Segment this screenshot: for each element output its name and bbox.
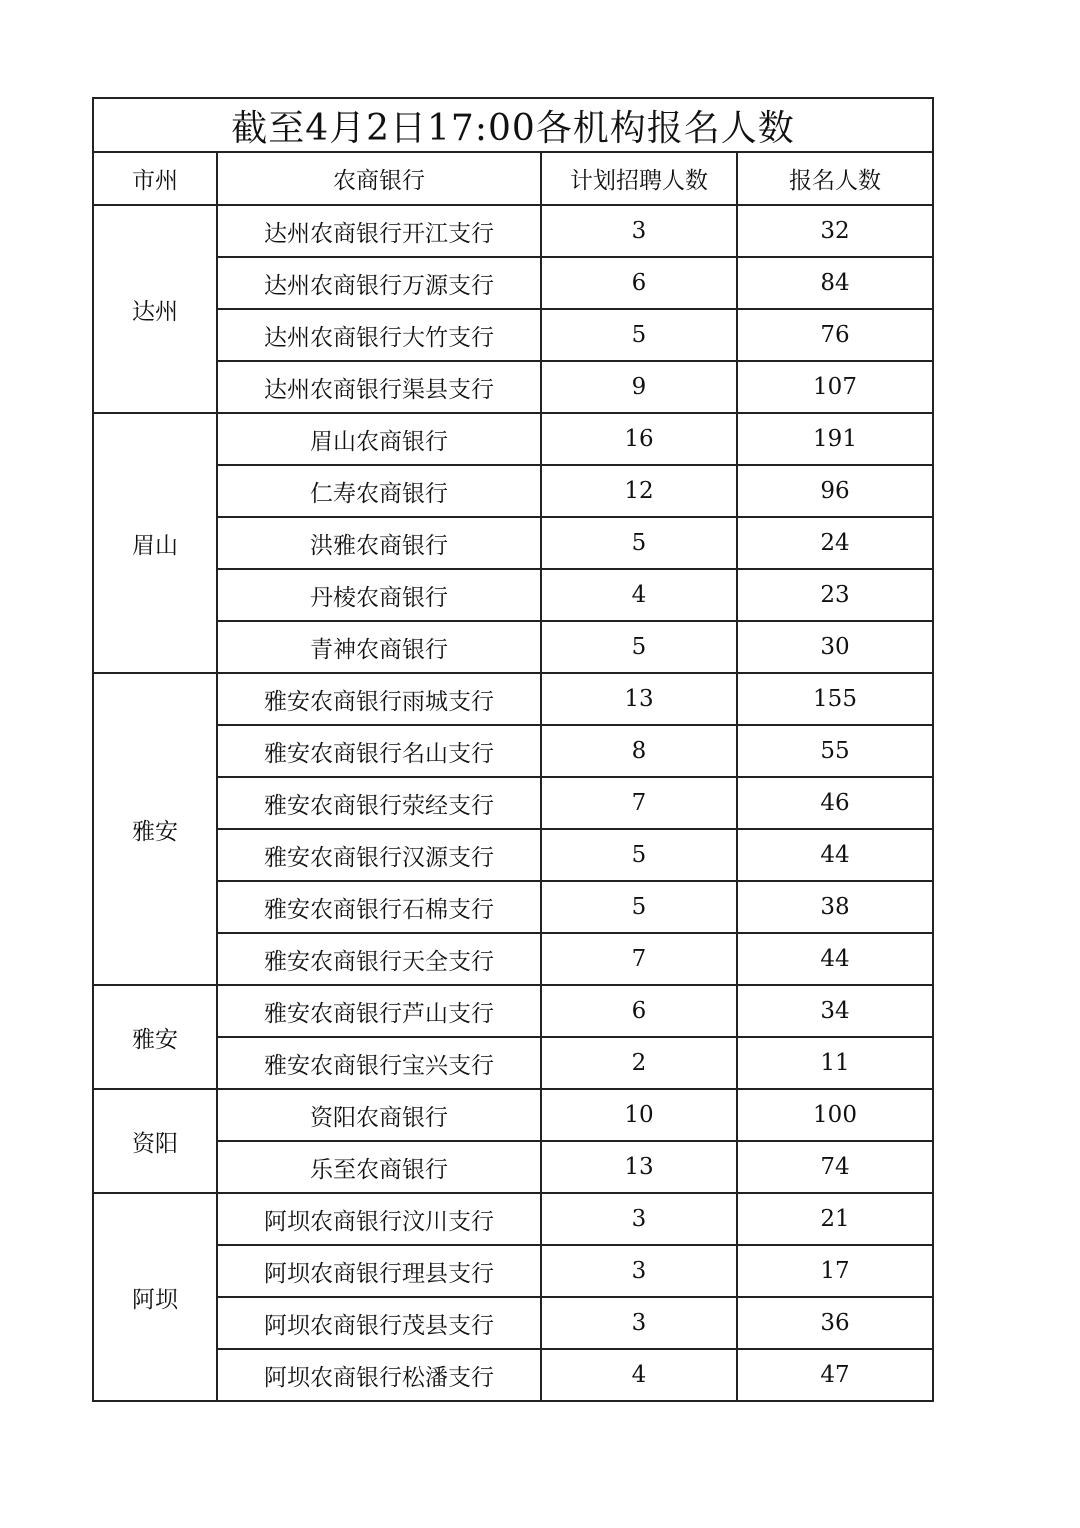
bank-name-cell: 阿坝农商银行理县支行 xyxy=(217,1245,541,1297)
table-row xyxy=(93,829,933,881)
applicant-count-cell: 34 xyxy=(737,985,933,1037)
applicant-count-cell: 96 xyxy=(737,465,933,517)
bank-name-cell: 雅安农商银行名山支行 xyxy=(217,725,541,777)
applicant-count-cell: 100 xyxy=(737,1089,933,1141)
city-cell: 雅安 xyxy=(93,673,217,985)
applicant-count-cell: 44 xyxy=(737,933,933,985)
header-planned: 计划招聘人数 xyxy=(541,152,737,205)
table-row xyxy=(93,1349,933,1401)
planned-count-cell: 6 xyxy=(541,985,737,1037)
applicant-count-cell: 30 xyxy=(737,621,933,673)
planned-count-cell: 16 xyxy=(541,413,737,465)
planned-count-cell: 5 xyxy=(541,621,737,673)
planned-count-cell: 3 xyxy=(541,205,737,257)
planned-count-cell: 3 xyxy=(541,1245,737,1297)
bank-name-cell: 丹棱农商银行 xyxy=(217,569,541,621)
applicant-count-cell: 23 xyxy=(737,569,933,621)
bank-name-cell: 洪雅农商银行 xyxy=(217,517,541,569)
applicant-count-cell: 38 xyxy=(737,881,933,933)
applicant-count-cell: 47 xyxy=(737,1349,933,1401)
bank-name-cell: 雅安农商银行石棉支行 xyxy=(217,881,541,933)
planned-count-cell: 5 xyxy=(541,517,737,569)
applicant-count-cell: 21 xyxy=(737,1193,933,1245)
table-row xyxy=(93,1193,933,1245)
title-row xyxy=(93,98,933,152)
applicant-count-cell: 17 xyxy=(737,1245,933,1297)
bank-name-cell: 仁寿农商银行 xyxy=(217,465,541,517)
applicant-count-cell: 46 xyxy=(737,777,933,829)
applicant-count-cell: 36 xyxy=(737,1297,933,1349)
table-row xyxy=(93,621,933,673)
table-row xyxy=(93,1245,933,1297)
planned-count-cell: 3 xyxy=(541,1297,737,1349)
planned-count-cell: 6 xyxy=(541,257,737,309)
bank-name-cell: 阿坝农商银行茂县支行 xyxy=(217,1297,541,1349)
table-row xyxy=(93,465,933,517)
table-row xyxy=(93,413,933,465)
planned-count-cell: 3 xyxy=(541,1193,737,1245)
applicant-count-cell: 55 xyxy=(737,725,933,777)
applicant-count-cell: 191 xyxy=(737,413,933,465)
table-row xyxy=(93,985,933,1037)
header-row xyxy=(93,152,933,205)
planned-count-cell: 4 xyxy=(541,1349,737,1401)
bank-name-cell: 资阳农商银行 xyxy=(217,1089,541,1141)
planned-count-cell: 10 xyxy=(541,1089,737,1141)
applicant-count-cell: 84 xyxy=(737,257,933,309)
table-row xyxy=(93,569,933,621)
table-row xyxy=(93,205,933,257)
bank-name-cell: 青神农商银行 xyxy=(217,621,541,673)
bank-name-cell: 雅安农商银行宝兴支行 xyxy=(217,1037,541,1089)
table-row xyxy=(93,257,933,309)
bank-name-cell: 达州农商银行万源支行 xyxy=(217,257,541,309)
planned-count-cell: 8 xyxy=(541,725,737,777)
table-row xyxy=(93,309,933,361)
table-row xyxy=(93,725,933,777)
registration-table xyxy=(92,97,934,1402)
bank-name-cell: 达州农商银行开江支行 xyxy=(217,205,541,257)
table-row xyxy=(93,1089,933,1141)
applicant-count-cell: 24 xyxy=(737,517,933,569)
applicant-count-cell: 74 xyxy=(737,1141,933,1193)
table-body xyxy=(93,205,933,1401)
table-row xyxy=(93,777,933,829)
city-cell: 阿坝 xyxy=(93,1193,217,1401)
bank-name-cell: 阿坝农商银行松潘支行 xyxy=(217,1349,541,1401)
bank-name-cell: 达州农商银行大竹支行 xyxy=(217,309,541,361)
planned-count-cell: 7 xyxy=(541,933,737,985)
table-row xyxy=(93,517,933,569)
applicant-count-cell: 44 xyxy=(737,829,933,881)
table-row xyxy=(93,1141,933,1193)
bank-name-cell: 雅安农商银行荥经支行 xyxy=(217,777,541,829)
planned-count-cell: 13 xyxy=(541,673,737,725)
planned-count-cell: 13 xyxy=(541,1141,737,1193)
bank-name-cell: 雅安农商银行天全支行 xyxy=(217,933,541,985)
planned-count-cell: 5 xyxy=(541,309,737,361)
city-cell: 眉山 xyxy=(93,413,217,673)
header-city: 市州 xyxy=(93,152,217,205)
table-row xyxy=(93,933,933,985)
planned-count-cell: 9 xyxy=(541,361,737,413)
bank-name-cell: 达州农商银行渠县支行 xyxy=(217,361,541,413)
bank-name-cell: 雅安农商银行汉源支行 xyxy=(217,829,541,881)
applicant-count-cell: 11 xyxy=(737,1037,933,1089)
city-cell: 雅安 xyxy=(93,985,217,1089)
planned-count-cell: 4 xyxy=(541,569,737,621)
table-title: 截至4月2日17:00各机构报名人数 xyxy=(93,98,933,152)
table-row xyxy=(93,361,933,413)
table-row xyxy=(93,1297,933,1349)
bank-name-cell: 雅安农商银行芦山支行 xyxy=(217,985,541,1037)
applicant-count-cell: 32 xyxy=(737,205,933,257)
applicant-count-cell: 155 xyxy=(737,673,933,725)
planned-count-cell: 2 xyxy=(541,1037,737,1089)
planned-count-cell: 5 xyxy=(541,881,737,933)
bank-name-cell: 阿坝农商银行汶川支行 xyxy=(217,1193,541,1245)
planned-count-cell: 7 xyxy=(541,777,737,829)
bank-name-cell: 眉山农商银行 xyxy=(217,413,541,465)
header-applicants: 报名人数 xyxy=(737,152,933,205)
table-row xyxy=(93,673,933,725)
header-bank: 农商银行 xyxy=(217,152,541,205)
table-row xyxy=(93,1037,933,1089)
city-cell: 达州 xyxy=(93,205,217,413)
bank-name-cell: 雅安农商银行雨城支行 xyxy=(217,673,541,725)
bank-name-cell: 乐至农商银行 xyxy=(217,1141,541,1193)
applicant-count-cell: 107 xyxy=(737,361,933,413)
city-cell: 资阳 xyxy=(93,1089,217,1193)
table-row xyxy=(93,881,933,933)
planned-count-cell: 12 xyxy=(541,465,737,517)
planned-count-cell: 5 xyxy=(541,829,737,881)
applicant-count-cell: 76 xyxy=(737,309,933,361)
